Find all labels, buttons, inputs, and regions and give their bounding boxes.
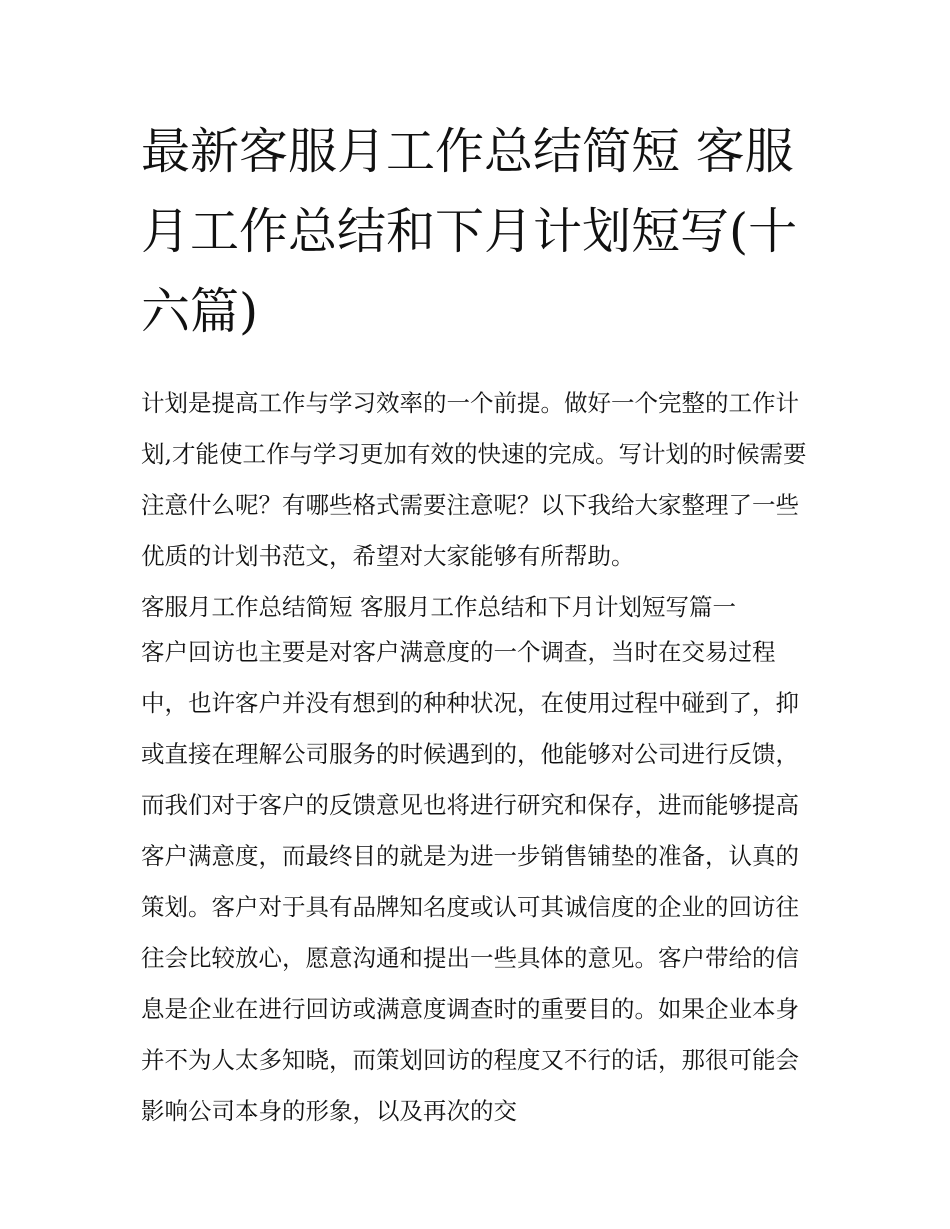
section-body-paragraph: 客户回访也主要是对客户满意度的一个调查，当时在交易过程中，也许客户并没有想到的种种状况，在使用过程中碰到了，抑或直接在理解公司服务的时候遇到的，他能够对公司进行反馈，而我们对于客户的反馈意见也将进行研究和保存，进而能够提高客户满意度，而最终目的就是为进一步销售铺垫的准备，认真的策划。客户对于具有品牌知名度或认可其诚信度的企业的回访往往会比较放心，愿意沟通和提出一些具体的意见。客户带给的信息是企业在进行回访或满意度调查时的重要目的。如果企业本身并不为人太多知晓，而策划回访的程度又不行的话，那很可能会影响公司本身的形象，以及再次的交 [141, 638, 799, 1125]
document-page [141, 112, 813, 1137]
intro-paragraph: 计划是提高工作与学习效率的一个前提。做好一个完整的工作计划,才能使工作与学习更加有效的快速的完成。写计划的时候需要注意什么呢？有哪些格式需要注意呢？以下我给大家整理了一些优质的计划书范文，希望对大家能够有所帮助。 [141, 389, 807, 570]
document-title: 最新客服月工作总结简短 客服月工作总结和下月计划短写(十六篇) [141, 123, 798, 340]
section-heading: 客服月工作总结简短 客服月工作总结和下月计划短写篇一 [141, 593, 736, 621]
document-body [141, 378, 813, 1137]
